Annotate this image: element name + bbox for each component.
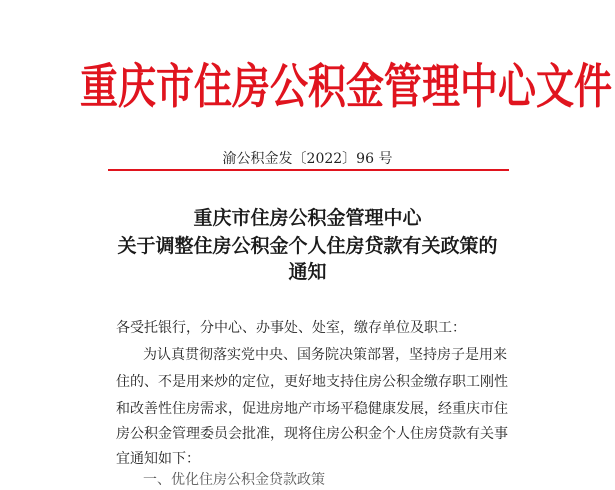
notice-title-line-1: 重庆市住房公积金管理中心 xyxy=(193,207,422,229)
document-number: 渝公积金发〔2022〕96 号 xyxy=(222,151,393,167)
section-heading-partial: 一、优化住房公积金贷款政策 xyxy=(143,472,325,488)
body-paragraph-line: 宜通知如下： xyxy=(116,451,200,467)
body-paragraph-line: 和改善性住房需求，促进房地产市场平稳健康发展，经重庆市住 xyxy=(116,401,508,417)
notice-title-line-3: 通知 xyxy=(288,261,327,283)
body-paragraph-line: 住的、不是用来炒的定位，更好地支持住房公积金缴存职工刚性 xyxy=(116,374,508,390)
salutation: 各受托银行，分中心、办事处、处室，缴存单位及职工： xyxy=(116,320,466,336)
red-divider-line xyxy=(108,169,509,171)
body-paragraph-line: 为认真贯彻落实党中央、国务院决策部署，坚持房子是用来 xyxy=(143,347,507,363)
org-title-header: 重庆市住房公积金管理中心文件 xyxy=(80,58,613,115)
notice-title-line-2: 关于调整住房公积金个人住房贷款有关政策的 xyxy=(117,235,498,257)
body-paragraph-line: 房公积金管理委员会批准，现将住房公积金个人住房贷款有关事 xyxy=(116,426,508,442)
